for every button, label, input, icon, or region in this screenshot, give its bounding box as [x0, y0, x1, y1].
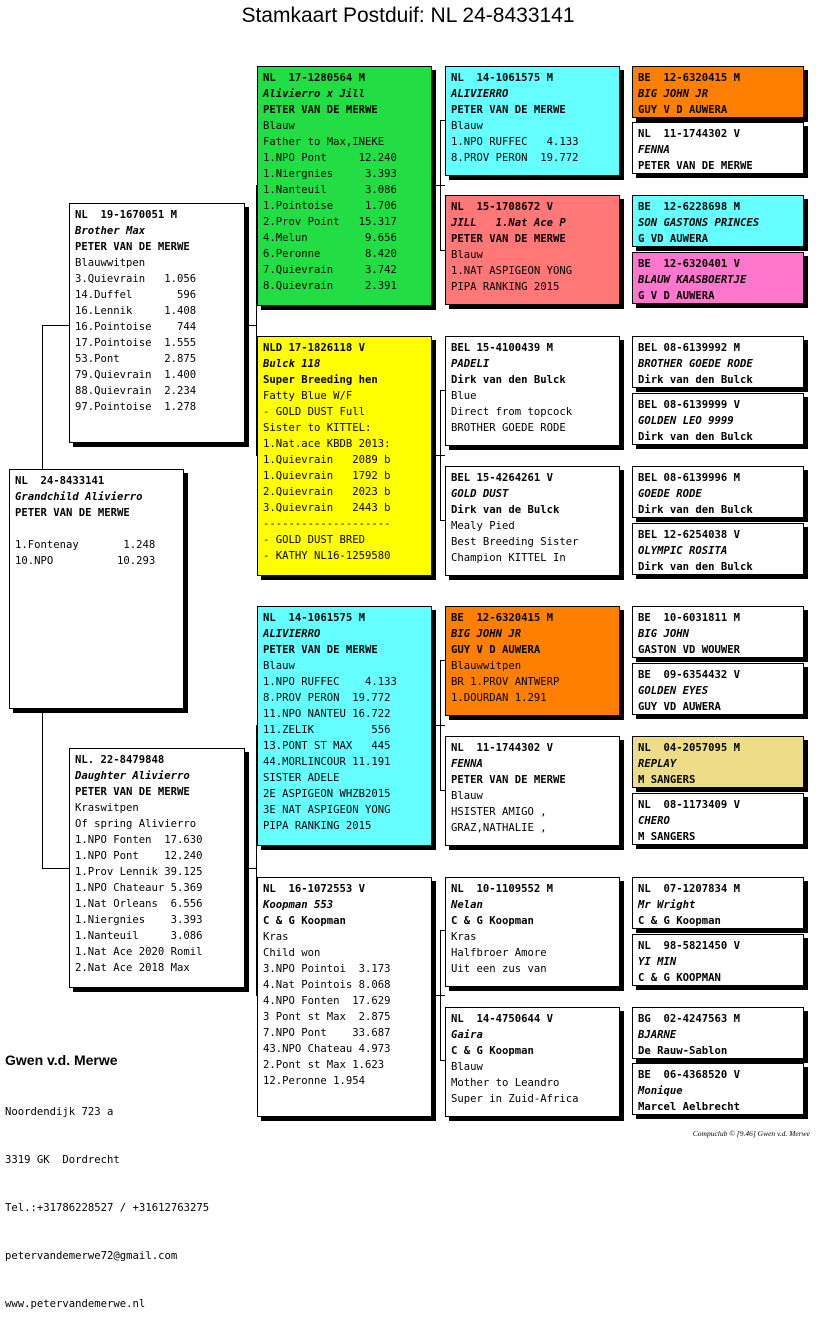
pigeon-card-mf — [257, 606, 432, 846]
pigeon-name: Koopman 553 — [263, 899, 334, 911]
pedigree-line: 1.NPO Pont 12.240 — [75, 850, 203, 862]
pigeon-name: Grandchild Alivierro — [15, 491, 143, 503]
pedigree-line: Blauw — [451, 249, 483, 261]
pigeon-name: GOLDEN EYES — [638, 685, 709, 697]
pigeon-name: Bulck 118 — [263, 358, 321, 370]
pigeon-name: BIG JOHN JR — [451, 628, 522, 640]
breeder-name: PETER VAN DE MERWE — [75, 786, 190, 798]
pedigree-line: - GOLD DUST BRED — [263, 534, 366, 546]
ring-number: NL 04-2057095 M — [638, 742, 741, 754]
pedigree-line: 79.Quievrain 1.400 — [75, 369, 197, 381]
pedigree-line: 1.Nat Orleans 6.556 — [75, 898, 203, 910]
ring-number: BE 12-6320401 V — [638, 258, 741, 270]
ring-number: NL 15-1708672 V — [451, 201, 554, 213]
breeder-name: C & G Koopman — [451, 1045, 534, 1057]
pedigree-line: 7.Quievrain 3.742 — [263, 264, 397, 276]
owner-phone: Tel.:+31786228527 / +31612763275 — [5, 1202, 210, 1214]
pedigree-line: Blauwwitpen — [75, 257, 146, 269]
breeder-name: PETER VAN DE MERWE — [15, 507, 130, 519]
pigeon-card-g4 — [632, 252, 804, 304]
ring-number: NL 08-1173409 V — [638, 799, 741, 811]
pedigree-line: 1.Quievrain 1792 b — [263, 470, 391, 482]
pedigree-line: Of spring Alivierro — [75, 818, 197, 830]
pigeon-card-mmf — [445, 877, 620, 987]
connector-line — [432, 185, 445, 186]
pedigree-line: 1.Pointoise 1.706 — [263, 200, 397, 212]
pedigree-line: 1.Quievrain 2089 b — [263, 454, 391, 466]
pigeon-card-fm — [257, 336, 432, 576]
connector-line — [245, 868, 256, 869]
pigeon-card-mmm — [445, 1007, 620, 1117]
pedigree-line: 4.Nat Pointois 8.068 — [263, 979, 391, 991]
ring-number: NL 24-8433141 — [15, 475, 105, 487]
breeder-name: GUY VD AUWERA — [638, 701, 721, 713]
pigeon-name: REPLAY — [638, 758, 677, 770]
pigeon-card-g6 — [632, 393, 804, 445]
breeder-name: G VD AUWERA — [638, 233, 709, 245]
pigeon-card-ff — [257, 66, 432, 306]
pedigree-line: 1.Nanteuil 3.086 — [75, 930, 203, 942]
pedigree-line: Uit een zus van — [451, 963, 547, 975]
ring-number: BE 12-6228698 M — [638, 201, 741, 213]
pedigree-line: Best Breeding Sister — [451, 536, 579, 548]
ring-number: BEL 08-6139999 V — [638, 399, 741, 411]
breeder-name: De Rauw-Sablon — [638, 1045, 728, 1057]
ring-number: BEL 08-6139992 M — [638, 342, 741, 354]
pigeon-card-g5 — [632, 336, 804, 388]
breeder-name: G V D AUWERA — [638, 290, 715, 302]
pedigree-line: 1.Niergnies 3.393 — [263, 168, 397, 180]
pedigree-line: 2.Quievrain 2023 b — [263, 486, 391, 498]
pedigree-line: 16.Lennik 1.408 — [75, 305, 197, 317]
breeder-name: C & G Koopman — [451, 915, 534, 927]
pigeon-name: FENNA — [638, 144, 670, 156]
pedigree-line: 2.Pont st Max 1.623 — [263, 1059, 385, 1071]
pedigree-line: 1.DOURDAN 1.291 — [451, 692, 547, 704]
pedigree-line: Sister to KITTEL: — [263, 422, 372, 434]
pedigree-line: 7.NPO Pont 33.687 — [263, 1027, 391, 1039]
ring-number: NL 11-1744302 V — [638, 128, 741, 140]
breeder-name: Dirk van de Bulck — [451, 504, 560, 516]
connector-line — [432, 725, 445, 726]
ring-number: NL 10-1109552 M — [451, 883, 554, 895]
breeder-name: Dirk van den Bulck — [638, 374, 753, 386]
pedigree-line: Mealy Pied — [451, 520, 515, 532]
pigeon-name: GOLD DUST — [451, 488, 509, 500]
pedigree-line: Blauw — [263, 660, 295, 672]
pedigree-line: PIPA RANKING 2015 — [451, 281, 560, 293]
pigeon-card-g16 — [632, 1063, 804, 1115]
ring-number: NL 14-1061575 M — [451, 72, 554, 84]
pigeon-card-g9 — [632, 606, 804, 658]
pigeon-card-g12 — [632, 793, 804, 845]
ring-number: NL 14-1061575 M — [263, 612, 366, 624]
ring-number: NL 16-1072553 V — [263, 883, 366, 895]
ring-number: BG 02-4247563 M — [638, 1013, 741, 1025]
pigeon-name: Daughter Alivierro — [75, 770, 190, 782]
pedigree-line: 1.NPO Chateaur 5.369 — [75, 882, 203, 894]
pigeon-card-fmf — [445, 336, 620, 446]
pedigree-line: 17.Pointoise 1.555 — [75, 337, 197, 349]
pedigree-line: Direct from topcock — [451, 406, 573, 418]
pedigree-line: Blue — [451, 390, 477, 402]
connector-line — [42, 325, 69, 326]
breeder-name: M SANGERS — [638, 774, 696, 786]
pedigree-line: 3.NPO Pointoi 3.173 — [263, 963, 391, 975]
pedigree-line: Blauw — [263, 120, 295, 132]
ring-number: BE 12-6320415 M — [638, 72, 741, 84]
pedigree-line: Blauw — [451, 790, 483, 802]
pedigree-line: 16.Pointoise 744 — [75, 321, 197, 333]
pedigree-line: 13.PONT ST MAX 445 — [263, 740, 391, 752]
connector-line — [245, 325, 256, 326]
pedigree-line: Halfbroer Amore — [451, 947, 547, 959]
pedigree-line: 2E ASPIGEON WHZB2015 — [263, 788, 391, 800]
pedigree-line: 1.NPO Pont 12.240 — [263, 152, 397, 164]
pedigree-line: 2.Prov Point 15.317 — [263, 216, 397, 228]
pedigree-line: BR 1.PROV ANTWERP — [451, 676, 560, 688]
breeder-name: Marcel Aelbrecht — [638, 1101, 741, 1113]
pedigree-line: 1.Nat.ace KBDB 2013: — [263, 438, 391, 450]
pedigree-line: Champion KITTEL In — [451, 552, 566, 564]
breeder-name: Dirk van den Bulck — [638, 431, 753, 443]
ring-number: BE 06-4368520 V — [638, 1069, 741, 1081]
owner-email: petervandemerwe72@gmail.com — [5, 1250, 178, 1262]
breeder-name: Super Breeding hen — [263, 374, 378, 386]
pedigree-line: 1.Nat Ace 2020 Romil — [75, 946, 203, 958]
pedigree-line: 3 Pont st Max 2.875 — [263, 1011, 391, 1023]
pedigree-line: HSISTER AMIGO , — [451, 806, 547, 818]
ring-number: NLD 17-1826118 V — [263, 342, 366, 354]
pedigree-line: 14.Duffel 596 — [75, 289, 197, 301]
pigeon-name: OLYMPIC ROSITA — [638, 545, 728, 557]
breeder-name: PETER VAN DE MERWE — [263, 644, 378, 656]
pedigree-line: 44.MORLINCOUR 11.191 — [263, 756, 391, 768]
pedigree-line: Father to Max,INEKE — [263, 136, 385, 148]
pigeon-card-g7 — [632, 466, 804, 518]
pedigree-line: 1.NPO RUFFEC 4.133 — [451, 136, 579, 148]
pigeon-card-g3 — [632, 195, 804, 247]
pedigree-line — [15, 521, 178, 537]
pedigree-line: -------------------- — [263, 518, 391, 530]
connector-line — [42, 868, 69, 869]
pedigree-line: SISTER ADELE — [263, 772, 340, 784]
pedigree-line: 3.Quievrain 2443 b — [263, 502, 391, 514]
pigeon-card-mfm — [445, 736, 620, 846]
pigeon-name: Monique — [638, 1085, 683, 1097]
pedigree-line: 12.Peronne 1.954 — [263, 1075, 366, 1087]
pedigree-line: - KATHY NL16-1259580 — [263, 550, 391, 562]
pigeon-name: BIG JOHN JR — [638, 88, 709, 100]
pedigree-line: 43.NPO Chateau 4.973 — [263, 1043, 391, 1055]
pigeon-card-g1 — [632, 66, 804, 118]
breeder-name: Dirk van den Bulck — [451, 374, 566, 386]
pedigree-line: 1.Nanteuil 3.086 — [263, 184, 397, 196]
pedigree-line: 1.NPO RUFFEC 4.133 — [263, 676, 397, 688]
pedigree-line: Blauw — [451, 1061, 483, 1073]
breeder-name: PETER VAN DE MERWE — [263, 104, 378, 116]
pigeon-card-root — [9, 469, 184, 709]
pedigree-line: 2.Nat Ace 2018 Max — [75, 962, 190, 974]
footer-credit: Compuclub © [9.46] Gwen v.d. Merwe — [692, 1129, 810, 1138]
pigeon-name: BIG JOHN — [638, 628, 690, 640]
pedigree-line: Mother to Leandro — [451, 1077, 560, 1089]
pigeon-name: CHERO — [638, 815, 670, 827]
pedigree-line: Kras — [451, 931, 477, 943]
pigeon-card-mother — [69, 748, 245, 988]
pigeon-name: BROTHER GOEDE RODE — [638, 358, 753, 370]
breeder-name: C & G KOOPMAN — [638, 972, 721, 984]
pedigree-line: GRAZ,NATHALIE , — [451, 822, 547, 834]
pedigree-line: 3.Quievrain 1.056 — [75, 273, 197, 285]
owner-website: www.petervandemerwe.nl — [5, 1298, 146, 1310]
pedigree-line: 97.Pointoise 1.278 — [75, 401, 197, 413]
ring-number: NL 19-1670051 M — [75, 209, 178, 221]
pedigree-line: Super in Zuid-Africa — [451, 1093, 579, 1105]
pigeon-name: BLAUW KAASBOERTJE — [638, 274, 747, 286]
pigeon-card-mff — [445, 606, 620, 716]
pedigree-line: 10.NPO 10.293 — [15, 555, 156, 567]
pedigree-line: PIPA RANKING 2015 — [263, 820, 372, 832]
breeder-name: M SANGERS — [638, 831, 696, 843]
breeder-name: Dirk van den Bulck — [638, 561, 753, 573]
breeder-name: Dirk van den Bulck — [638, 504, 753, 516]
pigeon-name: JILL 1.Nat Ace P — [451, 217, 566, 229]
pedigree-line: 8.PROV PERON 19.772 — [451, 152, 579, 164]
pedigree-line: 53.Pont 2.875 — [75, 353, 197, 365]
ring-number: NL 14-4750644 V — [451, 1013, 554, 1025]
breeder-name: GUY V D AUWERA — [638, 104, 728, 116]
breeder-name: PETER VAN DE MERWE — [75, 241, 190, 253]
pigeon-name: BJARNE — [638, 1029, 677, 1041]
ring-number: NL. 22-8479848 — [75, 754, 165, 766]
page-title: Stamkaart Postduif: NL 24-8433141 — [241, 4, 575, 27]
pedigree-line: 1.NPO Fonten 17.630 — [75, 834, 203, 846]
pedigree-line: 8.PROV PERON 19.772 — [263, 692, 391, 704]
pedigree-line: 1.Fontenay 1.248 — [15, 539, 156, 551]
pedigree-line: 6.Peronne 8.420 — [263, 248, 397, 260]
pigeon-name: SON GASTONS PRINCES — [638, 217, 760, 229]
pigeon-card-g15 — [632, 1007, 804, 1059]
pedigree-line: Kras — [263, 931, 289, 943]
pedigree-line: 1.NAT ASPIGEON YONG — [451, 265, 573, 277]
pedigree-line: 11.NPO NANTEU 16.722 — [263, 708, 391, 720]
breeder-name: GUY V D AUWERA — [451, 644, 541, 656]
pedigree-line: Kraswitpen — [75, 802, 139, 814]
ring-number: BEL 15-4100439 M — [451, 342, 554, 354]
pigeon-name: GOEDE RODE — [638, 488, 702, 500]
pigeon-name: YI MIN — [638, 956, 677, 968]
owner-address-line1: Noordendijk 723 a — [5, 1106, 114, 1118]
pedigree-line: Fatty Blue W/F — [263, 390, 353, 402]
pigeon-card-g13 — [632, 877, 804, 929]
pedigree-line: BROTHER GOEDE RODE — [451, 422, 566, 434]
breeder-name: PETER VAN DE MERWE — [451, 233, 566, 245]
pigeon-card-g10 — [632, 663, 804, 715]
pigeon-card-ffm — [445, 195, 620, 305]
owner-name: Gwen v.d. Merwe — [5, 1052, 118, 1068]
pigeon-name: PADELI — [451, 358, 490, 370]
pigeon-card-g2 — [632, 122, 804, 174]
breeder-name: C & G Koopman — [638, 915, 721, 927]
ring-number: NL 98-5821450 V — [638, 940, 741, 952]
pedigree-line: 4.NPO Fonten 17.629 — [263, 995, 391, 1007]
pedigree-line: 4.Melun 9.656 — [263, 232, 397, 244]
pedigree-line: 88.Quievrain 2.234 — [75, 385, 197, 397]
ring-number: BE 09-6354432 V — [638, 669, 741, 681]
ring-number: BE 12-6320415 M — [451, 612, 554, 624]
pedigree-line: 8.Quievrain 2.391 — [263, 280, 397, 292]
ring-number: BE 10-6031811 M — [638, 612, 741, 624]
pedigree-line: 3E NAT ASPIGEON YONG — [263, 804, 391, 816]
pedigree-line: Blauwwitpen — [451, 660, 522, 672]
connector-line — [432, 995, 445, 996]
pigeon-name: Gaira — [451, 1029, 483, 1041]
owner-info — [5, 1020, 209, 1328]
pigeon-card-mm — [257, 877, 432, 1117]
pigeon-card-g8 — [632, 523, 804, 575]
pigeon-name: Brother Max — [75, 225, 146, 237]
breeder-name: GASTON VD WOUWER — [638, 644, 741, 656]
pedigree-line: Child won — [263, 947, 321, 959]
pedigree-line: 1.Niergnies 3.393 — [75, 914, 203, 926]
pigeon-card-fmm — [445, 466, 620, 576]
ring-number: NL 17-1280564 M — [263, 72, 366, 84]
pigeon-name: Alivierro x Jill — [263, 88, 366, 100]
pigeon-card-fff — [445, 66, 620, 176]
pedigree-line: 1.Prov Lennik 39.125 — [75, 866, 203, 878]
breeder-name: PETER VAN DE MERWE — [451, 774, 566, 786]
ring-number: BEL 12-6254038 V — [638, 529, 741, 541]
pigeon-name: Mr Wright — [638, 899, 696, 911]
owner-address-line2: 3319 GK Dordrecht — [5, 1154, 120, 1166]
pigeon-name: ALIVIERRO — [263, 628, 321, 640]
pigeon-name: ALIVIERRO — [451, 88, 509, 100]
ring-number: BEL 08-6139996 M — [638, 472, 741, 484]
pigeon-card-g14 — [632, 934, 804, 986]
pedigree-line: 11.ZELIK 556 — [263, 724, 391, 736]
pedigree-line: - GOLD DUST Full — [263, 406, 366, 418]
breeder-name: PETER VAN DE MERWE — [638, 160, 753, 172]
breeder-name: C & G Koopman — [263, 915, 346, 927]
breeder-name: PETER VAN DE MERWE — [451, 104, 566, 116]
pigeon-card-father — [69, 203, 245, 443]
pigeon-card-g11 — [632, 736, 804, 788]
pigeon-name: FENNA — [451, 758, 483, 770]
pigeon-name: Nelan — [451, 899, 483, 911]
ring-number: NL 07-1207834 M — [638, 883, 741, 895]
pedigree-line: Blauw — [451, 120, 483, 132]
ring-number: NL 11-1744302 V — [451, 742, 554, 754]
connector-line — [432, 455, 445, 456]
ring-number: BEL 15-4264261 V — [451, 472, 554, 484]
pigeon-name: GOLDEN LEO 9999 — [638, 415, 734, 427]
